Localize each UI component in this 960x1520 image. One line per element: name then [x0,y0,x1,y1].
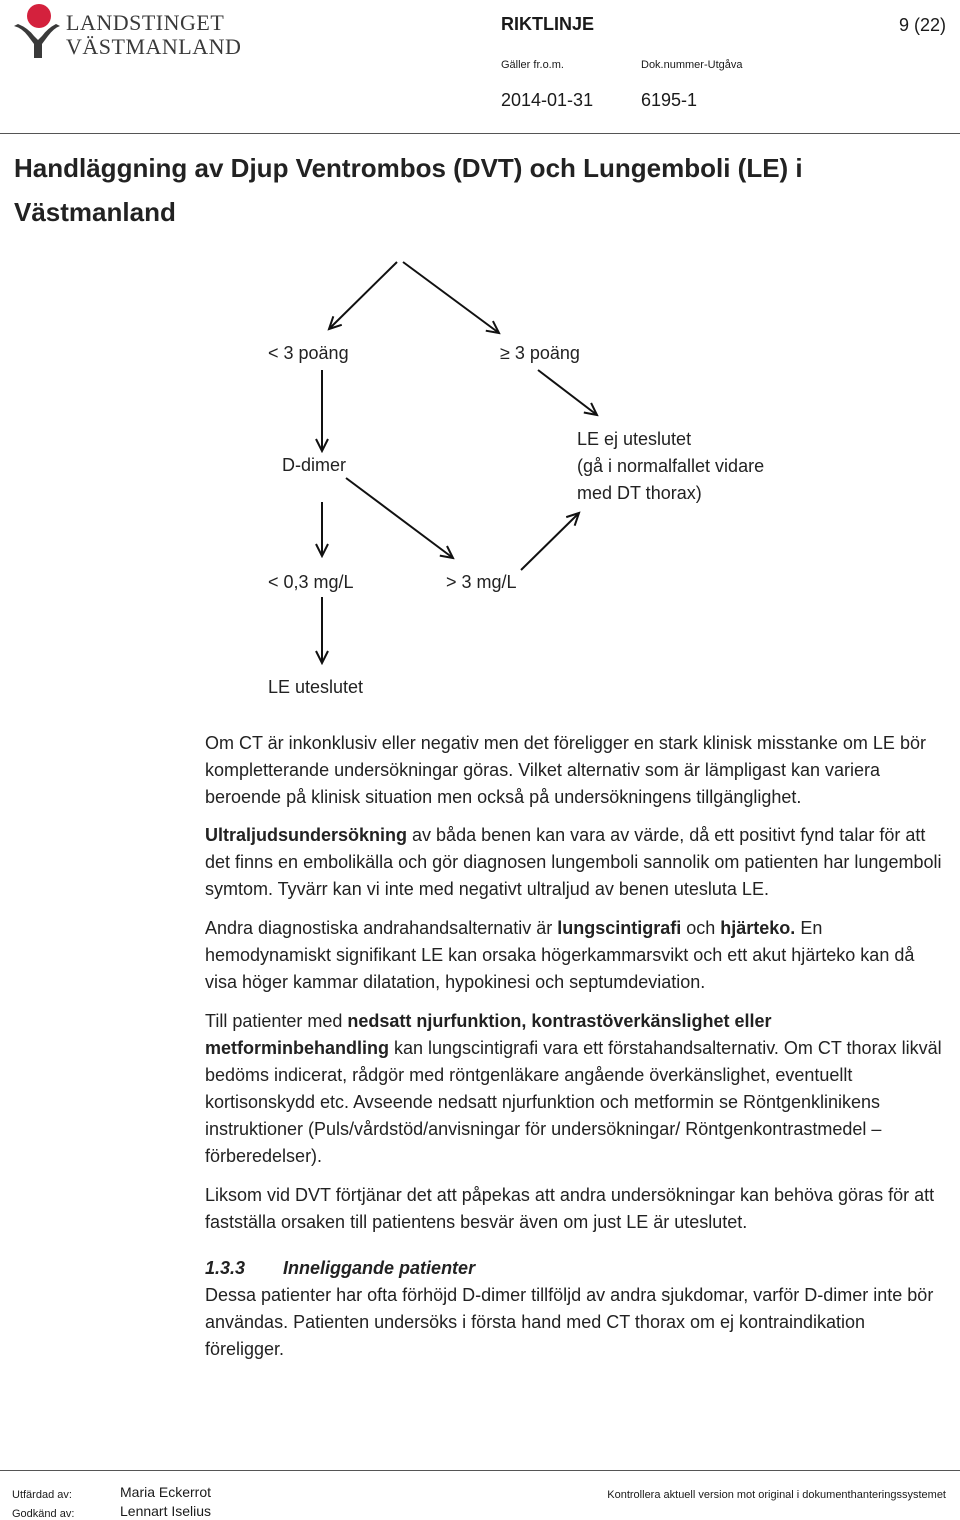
arrow-to-ge3 [403,262,499,333]
doc-number-label: Dok.nummer-Utgåva [641,59,743,71]
issued-by-name: Maria Eckerrot [120,1484,212,1500]
paragraph-dvt-note: Liksom vid DVT förtjänar det att påpekas att andra undersökningar kan behöva göras för att fastställa orsaken till patientens besvär även om just LE är uteslutet. [205,1185,935,1232]
arrow-ddimer-to-gt3 [346,478,453,558]
page-number: 9 (22) [898,15,946,35]
node-lt03: < 0,3 mg/L [268,572,354,592]
paragraph-alternatives [205,915,947,996]
valid-from-date: 2014-01-31 [501,90,594,110]
flowchart-arrows [0,240,960,710]
node-le-excluded: LE uteslutet [268,677,364,697]
node-gt3: > 3 mg/L [446,572,517,592]
arrow-gt3-to-le-not-excluded [521,513,579,570]
paragraph-ct-inconclusive: Om CT är inkonklusiv eller negativ men det föreligger en stark klinisk misstanke om LE bör kompletterande undersökningar göras. Vilket alternativ som är lämpligast kan variera beroende på klinisk situation men också på undersökningens tillgänglighet. [205,733,926,807]
paragraph-inpatients: Dessa patienter har ofta förhöjd D-dimer tillföljd av andra sjukdomar, varför D-dimer inte bör användas. Patienten undersöks i första hand med CT thorax om ej kontraindikation föreligger. [205,1285,934,1359]
body-text [205,730,947,1363]
ultrasound-term: Ultraljudsundersökning [205,825,408,845]
alt-text-c: och [681,918,721,938]
approved-by-label: Godkänd av: [12,1508,75,1520]
page-title: Handläggning av Djup Ventrombos (DVT) och Lungemboli (LE) i Västmanland [14,153,803,227]
node-le-not-excluded-line3: med DT thorax) [577,483,702,503]
valid-from-label: Gäller fr.o.m. [501,59,564,71]
renal-term: nedsatt njurfunktion, kontrastöverkänslighet eller metforminbehandling [205,1011,772,1058]
renal-text-a: Till patienter med [205,1011,348,1031]
version-control-note: Kontrollera aktuell version mot original i dokumenthanteringssystemet [607,1489,946,1501]
header-divider [0,133,960,134]
paragraph-ultrasound [205,822,947,903]
hjarteko-term: hjärteko. [720,918,796,938]
footer-divider [0,1470,960,1471]
section-heading [205,1255,947,1282]
paragraph-renal [205,1008,947,1170]
doc-number: 6195-1 [641,90,698,110]
section-number: 1.3.3 [205,1258,246,1278]
alt-text-rest: En hemodynamiskt signifikant LE kan orsaka högerkammarsvikt och ett akut hjärteko kan då visa höger kammar dilatation, hypokinesi och septumdeviation. [205,918,915,992]
logo-text-line2: VÄSTMANLAND [66,34,242,59]
node-ge3-points: ≥ 3 poäng [500,343,580,363]
logo-icon [12,2,62,58]
node-le-not-excluded-line2: (gå i normalfallet vidare [577,456,765,476]
approved-by-name: Lennart Iselius [120,1503,212,1519]
renal-text-rest: kan lungscintigrafi vara ett förstahandsalternativ. Om CT thorax likväl bedöms indicerat, rådgör med röntgenläkare angående överkänslighet, eventuellt kortisonskydd etc. Avseende nedsatt njurfunktion och metformin se Röntgenklinikens instruktioner (Puls/vårdstöd/anvisningar för undersökningar/ Röntgenkontrastmedel – förberedelser). [205,1038,942,1166]
section-title: Inneliggande patienter [283,1258,476,1278]
node-ddimer: D-dimer [282,455,347,475]
arrow-ge3-to-le-not-excluded [538,370,597,415]
node-lt3-points: < 3 poäng [268,343,349,363]
node-le-not-excluded [577,426,764,507]
node-le-not-excluded-line1: LE ej uteslutet [577,429,692,449]
arrow-to-lt3 [329,262,397,329]
alt-text-a: Andra diagnostiska andrahandsalternativ är [205,918,558,938]
issued-by-label: Utfärdad av: [12,1489,72,1501]
logo-text-line1: LANDSTINGET [66,10,225,35]
lungscintigrafi-term: lungscintigrafi [557,918,682,938]
ultrasound-text: av båda benen kan vara av värde, då ett positivt fynd talar för att det finns en embolikälla och gör diagnosen lungemboli sannolik om patienten har lungemboli symtom. Tyvärr kan vi inte med negativt ultraljud av benen utesluta LE. [205,825,942,899]
document-type: RIKTLINJE [501,14,595,34]
